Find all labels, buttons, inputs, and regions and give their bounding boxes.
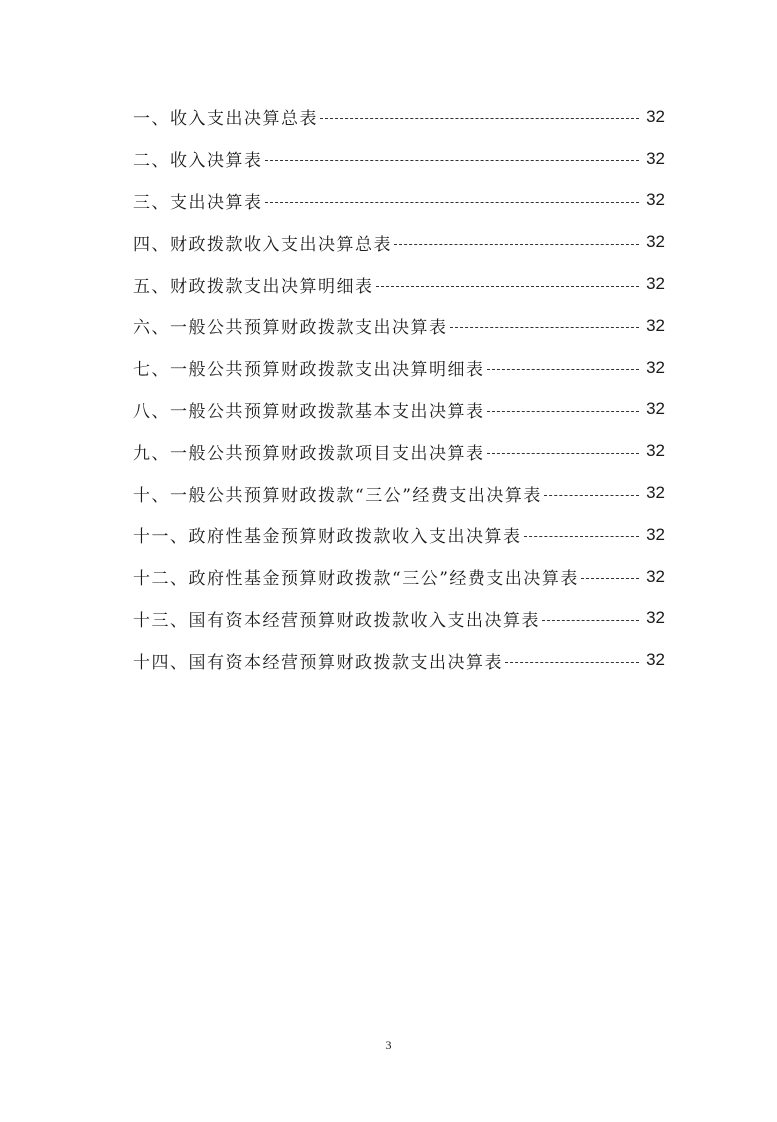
table-of-contents: [133, 96, 665, 681]
toc-dot-leader: [265, 160, 640, 161]
toc-dot-leader: [376, 286, 640, 287]
toc-entry-page: 32: [646, 524, 665, 544]
toc-entry: [133, 180, 665, 222]
toc-entry-label: 五、财政拨款支出决算明细表: [133, 276, 374, 297]
toc-dot-leader: [544, 495, 639, 496]
toc-dot-leader: [487, 411, 640, 412]
toc-entry-label: 四、财政拨款收入支出决算总表: [133, 234, 392, 255]
toc-dot-leader: [487, 369, 640, 370]
toc-entry: [133, 263, 665, 305]
toc-entry: [133, 472, 665, 514]
toc-entry: [133, 221, 665, 263]
toc-entry-label: 十二、政府性基金预算财政拨款“三公”经费支出决算表: [133, 569, 579, 590]
toc-dot-leader: [524, 536, 640, 537]
toc-entry-page: 32: [646, 148, 665, 168]
toc-entry-page: 32: [646, 357, 665, 377]
toc-dot-leader: [394, 244, 639, 245]
toc-entry: [133, 138, 665, 180]
toc-entry-page: 32: [646, 315, 665, 335]
toc-entry: [133, 514, 665, 556]
toc-dot-leader: [320, 118, 639, 119]
toc-entry-label: 七、一般公共预算财政拨款支出决算明细表: [133, 360, 485, 381]
toc-entry-label: 十、一般公共预算财政拨款“三公”经费支出决算表: [133, 485, 542, 506]
page-number: 3: [385, 1038, 392, 1052]
toc-entry-label: 十一、政府性基金预算财政拨款收入支出决算表: [133, 527, 522, 548]
toc-entry: [133, 347, 665, 389]
toc-entry: [133, 96, 665, 138]
toc-entry-page: 32: [646, 274, 665, 294]
toc-entry-label: 三、支出决算表: [133, 192, 263, 213]
toc-entry: [133, 639, 665, 681]
toc-entry-page: 32: [646, 190, 665, 210]
toc-entry: [133, 305, 665, 347]
toc-entry-label: 十三、国有资本经营预算财政拨款收入支出决算表: [133, 610, 540, 631]
toc-entry: [133, 389, 665, 431]
toc-entry-page: 32: [646, 399, 665, 419]
toc-dot-leader: [450, 327, 640, 328]
toc-entry-page: 32: [646, 106, 665, 126]
toc-entry-page: 32: [646, 441, 665, 461]
toc-entry-label: 十四、国有资本经营预算财政拨款支出决算表: [133, 652, 503, 673]
toc-entry-label: 一、收入支出决算总表: [133, 109, 318, 130]
toc-entry-page: 32: [646, 608, 665, 628]
toc-entry-label: 六、一般公共预算财政拨款支出决算表: [133, 318, 448, 339]
toc-dot-leader: [542, 620, 639, 621]
toc-dot-leader: [487, 453, 640, 454]
toc-entry: [133, 556, 665, 598]
toc-entry-label: 八、一般公共预算财政拨款基本支出决算表: [133, 401, 485, 422]
toc-entry-label: 九、一般公共预算财政拨款项目支出决算表: [133, 443, 485, 464]
toc-entry-page: 32: [646, 650, 665, 670]
toc-entry-page: 32: [646, 483, 665, 503]
toc-entry: [133, 598, 665, 640]
toc-dot-leader: [581, 578, 639, 579]
toc-entry-label: 二、收入决算表: [133, 151, 263, 172]
toc-entry-page: 32: [646, 566, 665, 586]
toc-entry-page: 32: [646, 232, 665, 252]
toc-dot-leader: [505, 662, 639, 663]
toc-entry: [133, 430, 665, 472]
toc-dot-leader: [265, 202, 640, 203]
